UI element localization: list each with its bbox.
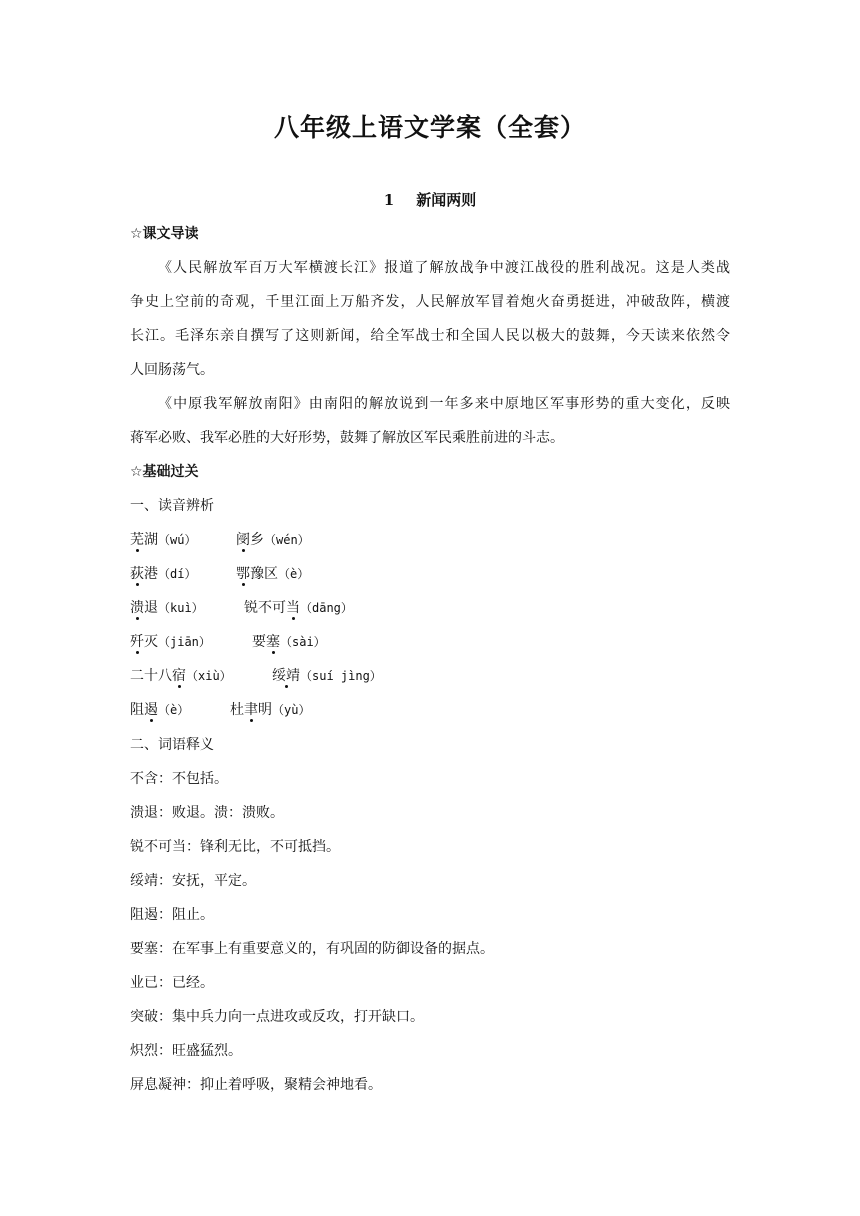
dotted-char: 溃 [130,596,144,620]
vocab-item: 绥靖：安抚，平定。 [130,873,256,889]
dotted-char: 芜 [130,528,144,552]
guide-paragraph-2-line-2: 蒋军必败、我军必胜的大好形势，鼓舞了解放区军民乘胜前进的斗志。 [130,430,564,446]
pronunciation-heading: 一、读音辨析 [130,498,214,514]
lesson-name: 新闻两则 [416,191,477,209]
pronunciation-pair-b [244,596,353,620]
pronunciation-row [130,528,730,552]
vocab-item: 要塞：在军事上有重要意义的，有巩固的防御设备的据点。 [130,941,494,957]
guide-paragraph-2-line-1: 《中原我军解放南阳》由南阳的解放说到一年多来中原地区军事形势的重大变化，反映 [158,396,730,412]
dotted-char: 宿 [172,664,186,688]
word-a-suffix: 港 [144,566,158,582]
pinyin: （kuì） [158,601,204,615]
vocab-item: 阻遏：阻止。 [130,907,214,923]
lesson-number: 1 [383,191,395,209]
pinyin: （è） [278,567,310,581]
pronunciation-pair-b [236,528,310,552]
pronunciation-row [130,630,730,654]
pinyin: （dí） [158,567,197,581]
dotted-char: 阌 [236,528,250,552]
word-a-suffix: 退 [144,600,158,616]
pronunciation-row [130,698,730,722]
word-a-prefix: 阻 [130,702,144,718]
pinyin: （xiù） [186,669,232,683]
guide-paragraph-1-line-3: 长江。毛泽东亲自撰写了这则新闻，给全军战士和全国人民以极大的鼓舞，今天读来依然令 [130,328,730,344]
word-a-prefix: 二十八 [130,668,172,684]
dotted-char: 塞 [266,630,280,654]
guide-paragraph-1-line-4: 人回肠荡气。 [130,362,214,378]
basics-heading: ☆基础过关 [130,464,199,480]
pronunciation-row [130,664,730,688]
word-a-suffix: 湖 [144,532,158,548]
guide-paragraph-1-line-2: 争史上空前的奇观，千里江面上万船齐发，人民解放军冒着炮火奋勇挺进，冲破敌阵，横渡 [130,294,730,310]
word-b-prefix: 要 [252,634,266,650]
dotted-char: 荻 [130,562,144,586]
vocab-heading: 二、词语释义 [130,737,214,753]
dotted-char: 聿 [244,698,258,722]
pinyin: （è） [158,703,190,717]
word-b-suffix: 乡 [250,532,264,548]
pinyin: （sài） [280,635,326,649]
dotted-char: 绥靖 [272,664,300,688]
word-b-prefix: 锐不可 [244,600,286,616]
pronunciation-pair-b [272,664,382,688]
pinyin: （wú） [158,533,197,547]
vocab-item: 突破：集中兵力向一点进攻或反攻，打开缺口。 [130,1009,424,1025]
dotted-char: 歼 [130,630,144,654]
word-b-suffix: 明 [258,702,272,718]
pronunciation-pair-b [236,562,309,586]
guide-heading: ☆课文导读 [130,226,199,242]
guide-paragraph-1-line-1: 《人民解放军百万大军横渡长江》报道了解放战争中渡江战役的胜利战况。这是人类战 [158,260,730,276]
vocab-item: 溃退：败退。溃：溃败。 [130,805,284,821]
vocab-item: 屏息凝神：抑止着呼吸，聚精会神地看。 [130,1077,382,1093]
dotted-char: 当 [286,596,300,620]
dotted-char: 鄂 [236,562,250,586]
pinyin: （suí jìng） [300,669,382,683]
pinyin: （jiān） [158,635,211,649]
word-a-suffix: 灭 [144,634,158,650]
pronunciation-row [130,596,730,620]
document-title: 八年级上语文学案（全套） [273,113,586,142]
lesson-title [0,188,860,212]
pronunciation-row [130,562,730,586]
vocab-item: 不含：不包括。 [130,771,228,787]
pinyin: （yù） [272,703,311,717]
pinyin: （wén） [264,533,310,547]
word-b-prefix: 杜 [230,702,244,718]
pinyin: （dāng） [300,601,353,615]
vocab-item: 业已：已经。 [130,975,214,991]
pronunciation-pair-b [230,698,310,722]
word-b-suffix: 豫区 [250,566,278,582]
pronunciation-pair-b [252,630,326,654]
vocab-item: 炽烈：旺盛猛烈。 [130,1043,242,1059]
vocab-item: 锐不可当：锋利无比，不可抵挡。 [130,839,340,855]
dotted-char: 遏 [144,698,158,722]
